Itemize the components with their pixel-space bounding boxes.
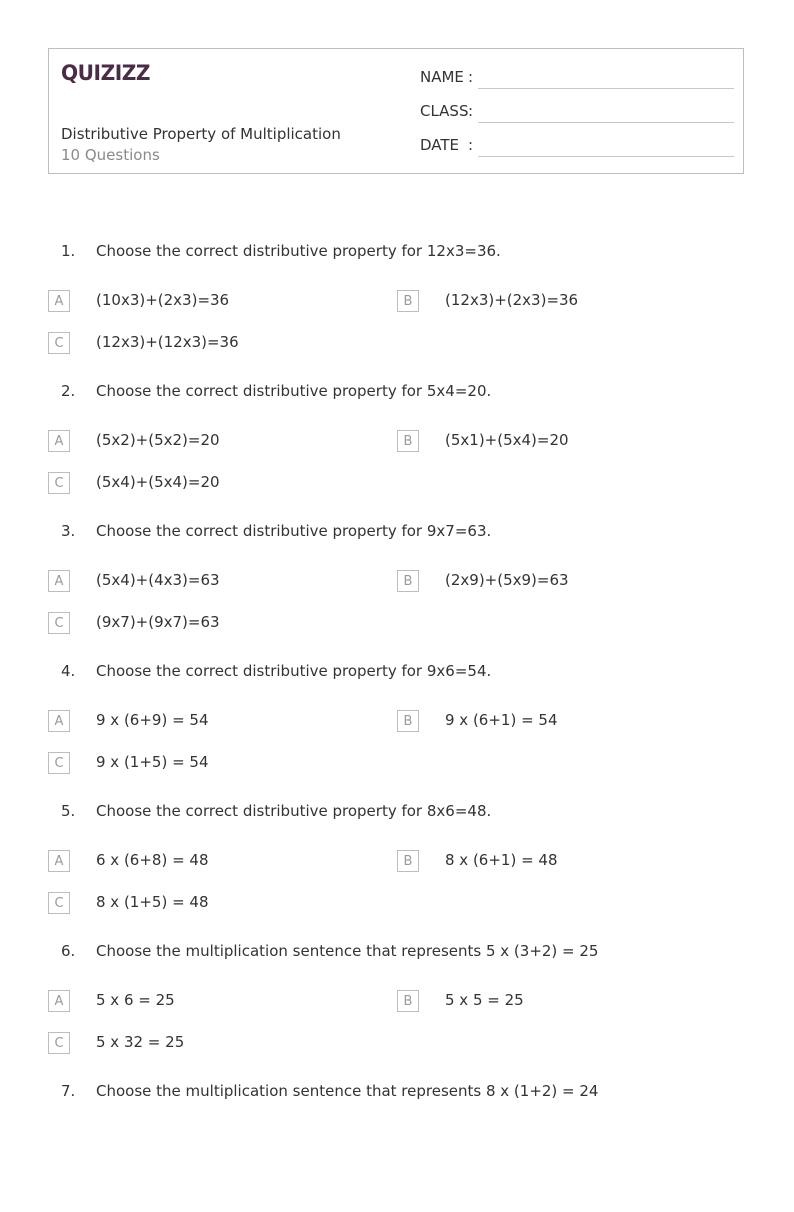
option-letter-box[interactable]: C xyxy=(48,1032,70,1054)
question-text: Choose the correct distributive property for 9x7=63. xyxy=(96,522,492,540)
answer-option-c[interactable] xyxy=(48,1032,348,1056)
worksheet-header xyxy=(48,48,744,174)
class-label: CLASS xyxy=(420,102,469,120)
option-letter-box[interactable]: C xyxy=(48,752,70,774)
option-text: (9x7)+(9x7)=63 xyxy=(96,613,220,631)
question-number: 5. xyxy=(61,802,76,820)
option-text: (12x3)+(2x3)=36 xyxy=(445,291,579,309)
answer-option-c[interactable] xyxy=(48,332,348,356)
option-text: 9 x (6+1) = 54 xyxy=(445,711,558,729)
option-letter-box[interactable]: B xyxy=(397,990,419,1012)
answer-option-a[interactable] xyxy=(48,570,348,594)
question-item xyxy=(0,242,794,372)
question-item xyxy=(0,382,794,512)
question-item xyxy=(0,942,794,1072)
option-text: (2x9)+(5x9)=63 xyxy=(445,571,569,589)
question-text: Choose the multiplication sentence that represents 8 x (1+2) = 24 xyxy=(96,1082,599,1100)
question-text: Choose the correct distributive property for 9x6=54. xyxy=(96,662,492,680)
option-letter-box[interactable]: C xyxy=(48,612,70,634)
answer-option-c[interactable] xyxy=(48,472,348,496)
option-letter-box[interactable]: B xyxy=(397,290,419,312)
date-line xyxy=(478,156,734,157)
option-text: (12x3)+(12x3)=36 xyxy=(96,333,239,351)
answer-option-b[interactable] xyxy=(397,570,697,594)
answer-option-b[interactable] xyxy=(397,290,697,314)
question-count: 10 Questions xyxy=(61,146,160,164)
option-letter-box[interactable]: A xyxy=(48,570,70,592)
answer-option-a[interactable] xyxy=(48,850,348,874)
option-letter-box[interactable]: B xyxy=(397,570,419,592)
answer-option-b[interactable] xyxy=(397,710,697,734)
quizizz-logo xyxy=(61,59,153,87)
option-letter-box[interactable]: C xyxy=(48,332,70,354)
option-letter-box[interactable]: A xyxy=(48,990,70,1012)
answer-option-b[interactable] xyxy=(397,430,697,454)
question-number: 3. xyxy=(61,522,76,540)
option-letter-box[interactable]: B xyxy=(397,850,419,872)
option-text: (5x4)+(4x3)=63 xyxy=(96,571,220,589)
option-letter-box[interactable]: C xyxy=(48,892,70,914)
answer-option-c[interactable] xyxy=(48,892,348,916)
option-text: 8 x (6+1) = 48 xyxy=(445,851,558,869)
option-letter-box[interactable]: B xyxy=(397,430,419,452)
option-letter-box[interactable]: A xyxy=(48,850,70,872)
answer-option-c[interactable] xyxy=(48,612,348,636)
option-text: 9 x (6+9) = 54 xyxy=(96,711,209,729)
option-letter-box[interactable]: B xyxy=(397,710,419,732)
question-text: Choose the correct distributive property for 12x3=36. xyxy=(96,242,501,260)
question-number: 2. xyxy=(61,382,76,400)
question-item xyxy=(0,662,794,792)
date-label: DATE xyxy=(420,136,460,154)
answer-option-a[interactable] xyxy=(48,990,348,1014)
option-text: (10x3)+(2x3)=36 xyxy=(96,291,230,309)
option-text: 5 x 32 = 25 xyxy=(96,1033,185,1051)
option-text: (5x4)+(5x4)=20 xyxy=(96,473,220,491)
option-letter-box[interactable]: A xyxy=(48,710,70,732)
answer-option-c[interactable] xyxy=(48,752,348,776)
question-item xyxy=(0,522,794,652)
option-text: 8 x (1+5) = 48 xyxy=(96,893,209,911)
question-text: Choose the correct distributive property for 5x4=20. xyxy=(96,382,492,400)
class-line xyxy=(478,122,734,123)
answer-option-a[interactable] xyxy=(48,290,348,314)
answer-option-a[interactable] xyxy=(48,430,348,454)
option-letter-box[interactable]: A xyxy=(48,430,70,452)
worksheet-title: Distributive Property of Multiplication xyxy=(61,125,341,143)
question-number: 6. xyxy=(61,942,76,960)
option-letter-box[interactable]: A xyxy=(48,290,70,312)
question-item xyxy=(0,1082,794,1212)
option-text: (5x1)+(5x4)=20 xyxy=(445,431,569,449)
date-field[interactable]: DATE : xyxy=(420,136,734,160)
question-number: 1. xyxy=(61,242,76,260)
name-field[interactable]: NAME : xyxy=(420,68,734,92)
question-number: 4. xyxy=(61,662,76,680)
answer-option-a[interactable] xyxy=(48,710,348,734)
name-line xyxy=(478,88,734,89)
option-text: 9 x (1+5) = 54 xyxy=(96,753,209,771)
option-text: 5 x 5 = 25 xyxy=(445,991,524,1009)
option-text: 5 x 6 = 25 xyxy=(96,991,175,1009)
option-text: 6 x (6+8) = 48 xyxy=(96,851,209,869)
option-text: (5x2)+(5x2)=20 xyxy=(96,431,220,449)
option-letter-box[interactable]: C xyxy=(48,472,70,494)
question-item xyxy=(0,802,794,932)
name-label: NAME xyxy=(420,68,464,86)
question-text: Choose the correct distributive property for 8x6=48. xyxy=(96,802,492,820)
question-number: 7. xyxy=(61,1082,76,1100)
class-field[interactable]: CLASS : xyxy=(420,102,734,126)
answer-option-b[interactable] xyxy=(397,990,697,1014)
svg-text:QUIZIZZ: QUIZIZZ xyxy=(61,61,151,85)
question-text: Choose the multiplication sentence that represents 5 x (3+2) = 25 xyxy=(96,942,599,960)
answer-option-b[interactable] xyxy=(397,850,697,874)
